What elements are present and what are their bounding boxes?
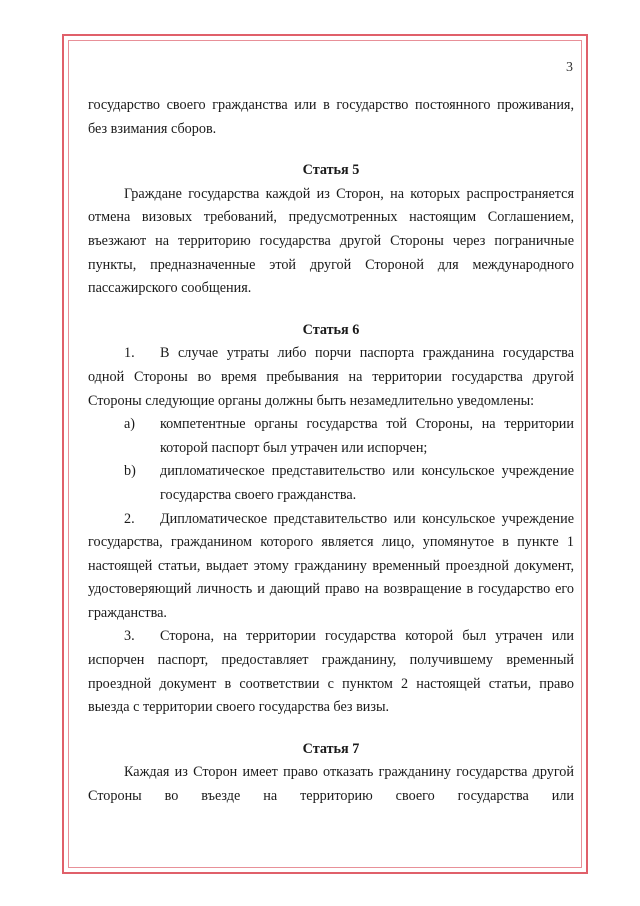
document-body: [88, 94, 574, 809]
article-6-heading: Статья 6: [302, 321, 360, 338]
list-marker: a): [124, 416, 136, 433]
article-5-heading: Статья 5: [302, 162, 360, 179]
paragraph-number: 3.: [124, 628, 135, 645]
article-6-paragraph-2: [88, 508, 574, 626]
paragraph-number: 2.: [124, 510, 135, 527]
page-number: 3: [566, 60, 573, 75]
article-6-paragraph-3: [88, 625, 574, 719]
list-marker: b): [124, 463, 136, 480]
paragraph-text: Дипломатическое представительство или консульское учреждение государства, гражданином которого является лицо, упомянутое в пункте 1 настоящей статьи, выдает этому гражданину временный проездной документ, удостоверяющий личность и дающий право на возвращение в государство его гражданства.: [88, 510, 574, 621]
paragraph-number: 1.: [124, 345, 135, 362]
article-6-paragraph-1: [88, 342, 574, 413]
article-7-heading: Статья 7: [302, 740, 360, 757]
list-item: [88, 413, 574, 460]
article-7-text: Каждая из Сторон имеет право отказать гражданину государства другой Стороны во въезде на территорию своего государства или: [88, 764, 574, 805]
paragraph-text: В случае утраты либо порчи паспорта гражданина государства одной Стороны во время пребывания на территории государства другой Стороны следующие органы должны быть незамедлительно уведомлены:: [88, 345, 574, 409]
list-item-text: дипломатическое представительство или консульское учреждение государства своего гражданства.: [160, 463, 574, 503]
article-5-text: Граждане государства каждой из Сторон, на которых распространяется отмена визовых требований, предусмотренных настоящим Соглашением, въезжают на территорию государства другой Стороны через пограничные пункты, предназначенные этой другой Стороной для международного пассажирского сообщения.: [88, 185, 574, 297]
list-item-text: компетентные органы государства той Стороны, на территории которой паспорт был утрачен или испорчен;: [160, 416, 574, 456]
paragraph-continuation: государство своего гражданства или в государство постоянного проживания, без взимания сборов.: [88, 97, 574, 137]
paragraph-text: Сторона, на территории государства которой был утрачен или испорчен паспорт, предоставляет гражданину, получившему временный проездной документ в соответствии с пунктом 2 настоящей статьи, право выезда с территории своего государства без визы.: [88, 628, 574, 716]
list-item: [88, 460, 574, 507]
